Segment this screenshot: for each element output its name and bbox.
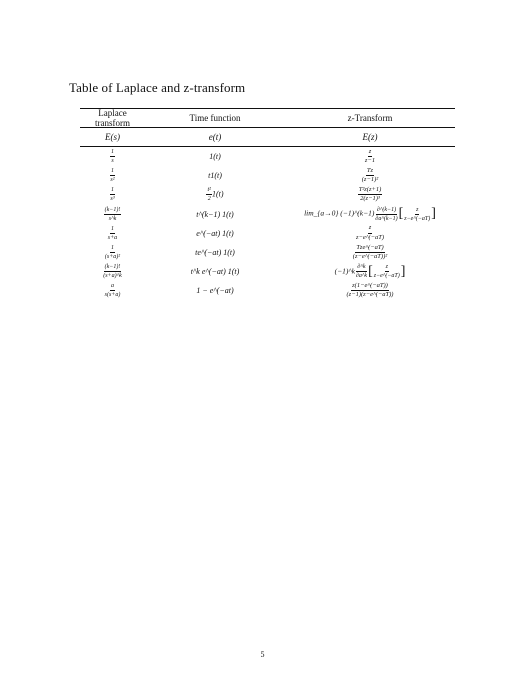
z-bracket-denominator: z−e^(−aT)	[373, 273, 400, 280]
z-numerator: z	[368, 149, 373, 158]
right-bracket: ]	[400, 263, 406, 279]
table-body	[80, 147, 455, 301]
time-function-cell	[145, 187, 285, 202]
time-function: e^(−at) 1(t)	[196, 228, 234, 238]
laplace-fraction	[102, 264, 123, 279]
table-row	[80, 166, 455, 185]
laplace-fraction	[110, 149, 115, 164]
laplace-fraction	[104, 245, 121, 260]
z-denominator: 2(z−1)³	[360, 195, 380, 203]
z-transform-cell	[285, 264, 455, 280]
z-prefix: lim_{a→0} (−1)^(k−1)	[304, 208, 375, 218]
laplace-fraction	[107, 226, 118, 241]
z-denominator: z−e^(−aT)	[355, 233, 385, 241]
z-derivative-fraction	[374, 207, 398, 222]
transform-table	[80, 108, 455, 301]
laplace-denominator: s(s+a)	[104, 292, 121, 299]
time-function-cell	[145, 171, 285, 180]
z-fraction	[346, 283, 395, 299]
subheader-z-transform: E(z)	[362, 132, 378, 142]
z-denominator: z−1	[364, 157, 376, 165]
time-function: 1(t)	[209, 152, 221, 162]
time-function: t^(k−1) 1(t)	[196, 209, 234, 219]
subheader-time-function: e(t)	[208, 132, 222, 142]
laplace-denominator: (s+a)^k	[103, 273, 122, 280]
laplace-numerator: (k−1)!	[104, 264, 121, 271]
laplace-fraction	[104, 283, 122, 298]
laplace-numerator: (k−1)!	[104, 206, 121, 213]
laplace-cell	[80, 149, 145, 164]
time-function-cell	[145, 286, 285, 295]
table-subheader-row	[80, 128, 455, 146]
time-numerator: t²	[207, 187, 211, 194]
laplace-denominator: s^k	[108, 215, 117, 222]
z-transform-cell	[285, 168, 455, 184]
z-bracket-numerator: z	[385, 264, 388, 271]
header-time-function: Time function	[189, 113, 241, 123]
z-denominator: (z−1)(z−e^(−aT))	[346, 291, 394, 299]
time-function: 1 − e^(−at)	[196, 286, 234, 296]
z-bracket-numerator: z	[416, 206, 419, 213]
z-transform-cell	[285, 225, 455, 241]
laplace-fraction	[104, 207, 122, 222]
z-prefix: (−1)^k	[334, 266, 355, 276]
laplace-numerator: a	[111, 283, 114, 290]
z-numerator: z(1−e^(−aT))	[351, 283, 389, 292]
laplace-cell	[80, 264, 145, 279]
table-row	[80, 205, 455, 224]
z-transform-cell	[285, 245, 455, 261]
z-fraction	[358, 187, 383, 203]
laplace-numerator: 1	[110, 187, 114, 194]
z-transform-cell	[285, 149, 455, 165]
table-header-row	[80, 109, 455, 127]
z-transform-cell	[285, 187, 455, 203]
page-title: Table of Laplace and z-transform	[69, 80, 246, 95]
laplace-fraction	[109, 168, 115, 183]
laplace-denominator: s²	[110, 177, 115, 184]
laplace-denominator: s	[111, 158, 114, 165]
z-denominator: (z−e^(−aT))²	[352, 253, 388, 261]
table-row	[80, 281, 455, 300]
time-function-cell	[145, 248, 285, 257]
laplace-cell	[80, 283, 145, 298]
laplace-numerator: 1	[110, 225, 114, 232]
laplace-numerator: 1	[110, 168, 114, 175]
z-derivative-numerator: ∂^(k−1)	[376, 206, 397, 213]
z-fraction	[352, 245, 388, 261]
laplace-numerator: 1	[111, 245, 114, 252]
time-function: t1(t)	[208, 171, 222, 181]
table-row	[80, 243, 455, 262]
time-function-cell	[145, 210, 285, 219]
time-suffix: 1(t)	[211, 189, 224, 199]
laplace-fraction	[109, 187, 115, 202]
laplace-denominator: s+a	[107, 234, 118, 241]
z-denominator: (z−1)²	[361, 176, 379, 184]
z-fraction	[361, 168, 379, 184]
laplace-denominator: (s+a)²	[104, 254, 121, 261]
z-fraction	[355, 225, 385, 241]
laplace-cell	[80, 226, 145, 241]
header-laplace: Laplace transform	[95, 108, 130, 128]
z-bracket-denominator: z−e^(−aT)	[404, 215, 431, 222]
z-derivative-numerator: ∂^k	[357, 264, 366, 271]
table-row	[80, 224, 455, 243]
z-transform-cell	[285, 206, 455, 222]
time-function: t^k e^(−at) 1(t)	[190, 267, 240, 277]
z-numerator: Tze^(−aT)	[355, 245, 384, 254]
z-transform-cell	[285, 283, 455, 299]
z-bracket-fraction	[403, 207, 431, 222]
laplace-numerator: 1	[111, 149, 114, 156]
subheader-laplace: E(s)	[105, 132, 120, 142]
z-derivative-denominator: ∂a^k	[355, 273, 368, 280]
laplace-cell	[80, 245, 145, 260]
z-derivative-denominator: ∂a^(k−1)	[375, 215, 398, 222]
z-numerator: Tz	[366, 168, 374, 177]
table-row	[80, 262, 455, 281]
header-z-transform: z-Transform	[347, 113, 393, 123]
table-row	[80, 185, 455, 204]
time-function-cell	[145, 267, 285, 276]
z-numerator: T²z(z+1)	[358, 187, 383, 196]
time-function: te^(−at) 1(t)	[195, 248, 235, 258]
table-row	[80, 147, 455, 166]
z-fraction	[364, 149, 376, 165]
time-function-cell	[145, 152, 285, 161]
z-numerator: z	[368, 225, 373, 234]
left-bracket: [	[368, 263, 373, 279]
laplace-cell	[80, 187, 145, 202]
laplace-denominator: s³	[110, 196, 115, 203]
page-number: 5	[260, 650, 265, 659]
time-function-cell	[145, 229, 285, 238]
right-bracket: ]	[431, 206, 436, 222]
laplace-cell	[80, 207, 145, 222]
z-bracket-fraction	[373, 264, 401, 279]
z-derivative-fraction	[355, 264, 368, 279]
left-bracket: [	[398, 206, 404, 222]
laplace-cell	[80, 168, 145, 183]
time-denominator: 2	[207, 196, 211, 203]
